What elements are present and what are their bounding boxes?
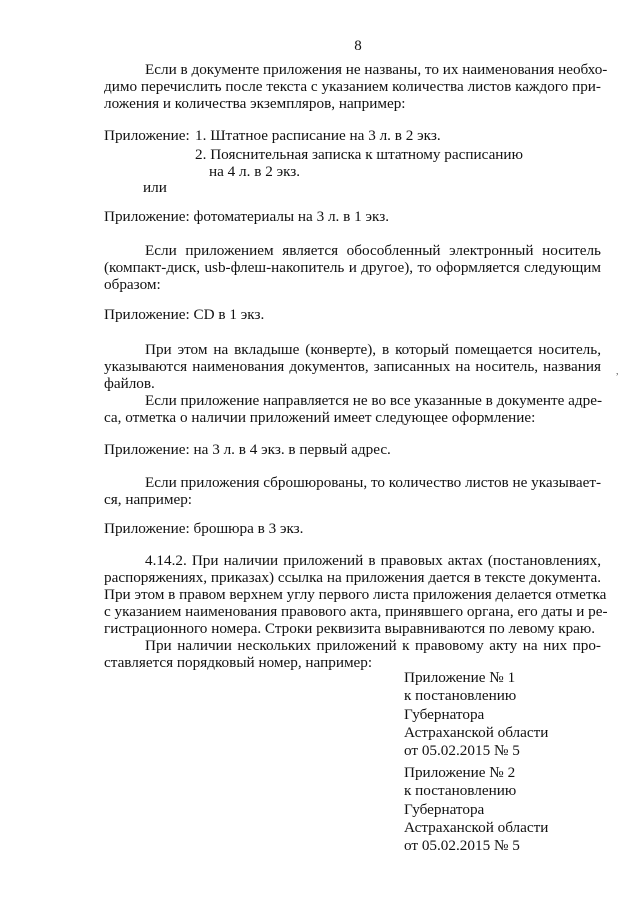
p3-line-3: файлов. <box>104 375 155 392</box>
example1-item1: 1. Штатное расписание на 3 л. в 2 экз. <box>195 127 441 144</box>
page-number: 8 <box>354 38 362 54</box>
p4-line-2: са, отметка о наличии приложений имеет следующее оформление: <box>104 409 536 426</box>
p1-line-2: димо перечислить после текста с указанием количества листов каждого при- <box>104 78 601 95</box>
p6-line-2: распоряжениях, приказах) ссылка на приложения дается в тексте документа. <box>104 569 601 586</box>
p1-line-1: Если в документе приложения не названы, то их наименования необхо- <box>145 61 608 78</box>
example1-label: Приложение: <box>104 127 190 144</box>
margin-mark: , <box>616 366 619 377</box>
p3-line-2: указываются наименования документов, записанных на носитель, названия <box>104 358 601 375</box>
example4: Приложение: на 3 л. в 4 экз. в первый адрес. <box>104 441 391 458</box>
requisite-line: Астраханской области <box>404 818 549 836</box>
requisite-block-1 <box>404 669 548 760</box>
example5: Приложение: брошюра в 3 экз. <box>104 520 304 537</box>
p3-line-1: При этом на вкладыше (конверте), в который помещается носитель, <box>145 341 601 358</box>
example1-item2: 2. Пояснительная записка к штатному расписанию <box>195 146 523 163</box>
p1-line-3: ложения и количества экземпляров, например: <box>104 95 406 112</box>
requisite-line: Астраханской области <box>404 723 549 741</box>
p6-line-3: При этом в правом верхнем углу первого листа приложения делается отметка <box>104 586 607 603</box>
requisite-line: Губернатора <box>404 705 485 723</box>
requisite-block-2 <box>404 764 548 855</box>
example2: Приложение: фотоматериалы на 3 л. в 1 экз. <box>104 208 389 225</box>
p6-line-4: с указанием наименования правового акта, принявшего органа, его даты и ре- <box>104 603 608 620</box>
requisite-line: к постановлению <box>404 782 517 800</box>
p5-line-2: ся, например: <box>104 491 193 508</box>
requisite-line: Губернатора <box>404 800 485 818</box>
p6-line-1: 4.14.2. При наличии приложений в правовых актах (постановлениях, <box>145 552 601 569</box>
p2-line-1: Если приложением является обособленный электронный носитель <box>145 242 601 259</box>
requisite-line: Приложение № 1 <box>404 669 516 686</box>
p5-line-1: Если приложения сброшюрованы, то количество листов не указывает- <box>145 474 602 491</box>
p2-line-3: образом: <box>104 276 161 293</box>
example3: Приложение: CD в 1 экз. <box>104 306 265 323</box>
p2-line-2: (компакт-диск, usb-флеш-накопитель и другое), то оформляется следующим <box>104 259 601 276</box>
requisite-line: к постановлению <box>404 687 517 705</box>
or-word: или <box>143 179 167 196</box>
p7-line-2: ставляется порядковый номер, например: <box>104 654 373 671</box>
requisite-line: от 05.02.2015 № 5 <box>404 742 520 760</box>
requisite-line: от 05.02.2015 № 5 <box>404 837 520 855</box>
example1-item2-cont: на 4 л. в 2 экз. <box>209 163 301 180</box>
requisite-line: Приложение № 2 <box>404 764 516 781</box>
p7-line-1: При наличии нескольких приложений к правовому акту на них про- <box>145 637 601 654</box>
p6-line-5: гистрационного номера. Строки реквизита выравниваются по левому краю. <box>104 620 596 637</box>
p4-line-1: Если приложение направляется не во все указанные в документе адре- <box>145 392 602 409</box>
